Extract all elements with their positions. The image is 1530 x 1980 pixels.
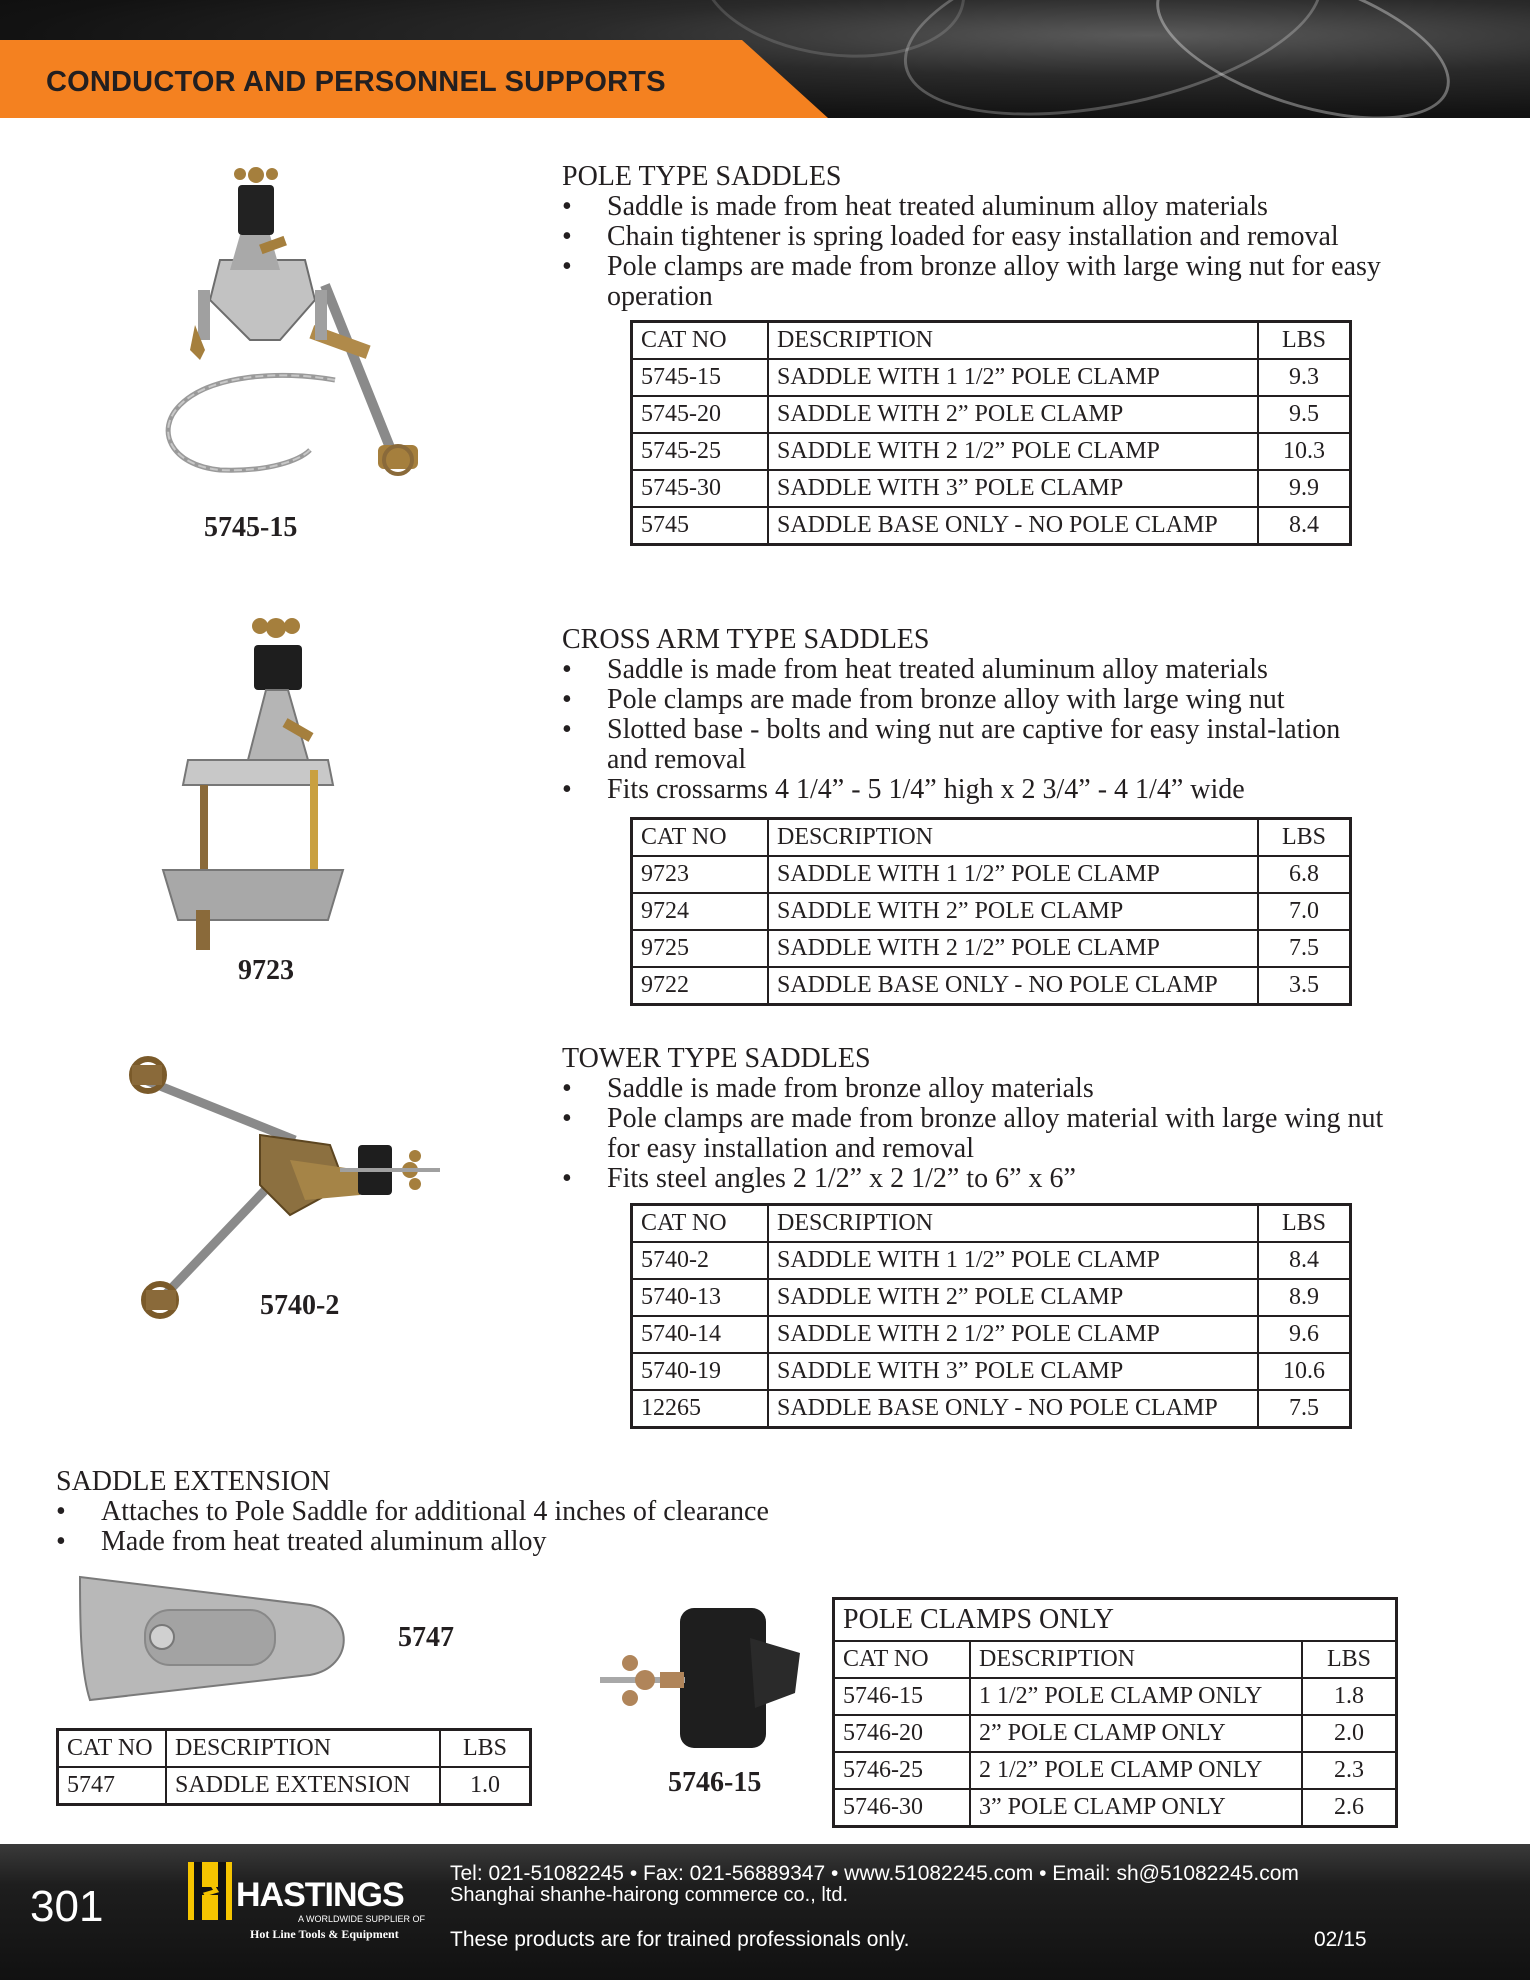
- tower-saddles-table: [630, 1203, 1352, 1429]
- pole-clamp-label: 5746-15: [668, 1767, 762, 1798]
- bullet-item: • Fits crossarms 4 1/4” - 5 1/4” high x 2 3/4” - 4 1/4” wide: [562, 774, 1245, 805]
- footer-notice: These products are for trained professionals only.: [450, 1928, 910, 1951]
- table-row: 9723 SADDLE WITH 1 1/2” POLE CLAMP 6.8: [632, 856, 1351, 893]
- table-row: 9722 SADDLE BASE ONLY - NO POLE CLAMP 3.5: [632, 967, 1351, 1005]
- col-lbs: LBS: [1302, 1641, 1397, 1678]
- logo-subtitle: A WORLDWIDE SUPPLIER OF: [298, 1914, 426, 1924]
- table-row: 9724 SADDLE WITH 2” POLE CLAMP 7.0: [632, 893, 1351, 930]
- table-row: 5745-25 SADDLE WITH 2 1/2” POLE CLAMP 10.3: [632, 433, 1351, 470]
- table-row: 5740-2 SADDLE WITH 1 1/2” POLE CLAMP 8.4: [632, 1242, 1351, 1279]
- bullet-item: • Attaches to Pole Saddle for additional 4 inches of clearance: [56, 1496, 769, 1527]
- page-header: [0, 0, 1530, 118]
- table-caption-row: [834, 1599, 1397, 1642]
- col-cat-no: CAT NO: [834, 1641, 971, 1678]
- saddle-extension-bullets: [56, 1497, 856, 1557]
- saddle-extension-image: [70, 1575, 370, 1705]
- bullet-item: • Saddle is made from bronze alloy materials: [562, 1073, 1094, 1104]
- col-description: DESCRIPTION: [970, 1641, 1302, 1678]
- page-title: CONDUCTOR AND PERSONNEL SUPPORTS: [46, 66, 666, 98]
- table-row: 5740-14 SADDLE WITH 2 1/2” POLE CLAMP 9.6: [632, 1316, 1351, 1353]
- table-row: 5745-20 SADDLE WITH 2” POLE CLAMP 9.5: [632, 396, 1351, 433]
- table-row: 5747 SADDLE EXTENSION 1.0: [58, 1767, 531, 1805]
- footer-contact: Tel: 021-51082245 • Fax: 021-56889347 • www.51082245.com • Email: sh@51082245.com: [450, 1862, 1299, 1885]
- bullet-item: • Pole clamps are made from bronze alloy with large wing nut: [562, 684, 1285, 715]
- table-row: 5745-30 SADDLE WITH 3” POLE CLAMP 9.9: [632, 470, 1351, 507]
- col-description: DESCRIPTION: [768, 819, 1258, 857]
- col-lbs: LBS: [440, 1730, 531, 1768]
- bullet-item: • Made from heat treated aluminum alloy: [56, 1526, 547, 1557]
- footer-date: 02/15: [1314, 1928, 1367, 1951]
- bullet-item: • Slotted base - bolts and wing nut are captive for easy instal-lation and removal: [562, 714, 1341, 775]
- col-cat-no: CAT NO: [632, 322, 769, 360]
- col-cat-no: CAT NO: [632, 1205, 769, 1243]
- col-cat-no: CAT NO: [632, 819, 769, 857]
- table-row: 5746-25 2 1/2” POLE CLAMP ONLY 2.3: [834, 1752, 1397, 1789]
- bullet-item: • Fits steel angles 2 1/2” x 2 1/2” to 6” x 6”: [562, 1163, 1076, 1194]
- table-row: 5745-15 SADDLE WITH 1 1/2” POLE CLAMP 9.3: [632, 359, 1351, 396]
- col-cat-no: CAT NO: [58, 1730, 167, 1768]
- table-row: 9725 SADDLE WITH 2 1/2” POLE CLAMP 7.5: [632, 930, 1351, 967]
- cross-arm-saddle-image: [158, 610, 358, 960]
- tower-saddles-title: TOWER TYPE SADDLES: [562, 1043, 871, 1074]
- table-header-row: [632, 819, 1351, 857]
- pole-saddle-label: 5745-15: [204, 512, 298, 543]
- logo-tagline: Hot Line Tools & Equipment: [250, 1927, 399, 1941]
- table-row: 5745 SADDLE BASE ONLY - NO POLE CLAMP 8.4: [632, 507, 1351, 545]
- page-footer: [0, 1844, 1530, 1980]
- bullet-item: • Pole clamps are made from bronze alloy material with large wing nut for easy installation and removal: [562, 1103, 1384, 1164]
- table-header-row: [632, 322, 1351, 360]
- logo-brand-text: HASTINGS: [236, 1876, 404, 1914]
- col-description: DESCRIPTION: [768, 1205, 1258, 1243]
- bullet-item: • Pole clamps are made from bronze alloy with large wing nut for easy operation: [562, 251, 1381, 312]
- table-row: 5740-13 SADDLE WITH 2” POLE CLAMP 8.9: [632, 1279, 1351, 1316]
- bullet-item: • Saddle is made from heat treated aluminum alloy materials: [562, 654, 1268, 685]
- col-lbs: LBS: [1258, 819, 1351, 857]
- table-row: 5746-30 3” POLE CLAMP ONLY 2.6: [834, 1789, 1397, 1827]
- table-row: 12265 SADDLE BASE ONLY - NO POLE CLAMP 7.5: [632, 1390, 1351, 1428]
- col-description: DESCRIPTION: [166, 1730, 440, 1768]
- bullet-item: • Chain tightener is spring loaded for easy installation and removal: [562, 221, 1339, 252]
- saddle-extension-table: [56, 1728, 532, 1806]
- table-header-row: [834, 1641, 1397, 1678]
- table-row: 5746-20 2” POLE CLAMP ONLY 2.0: [834, 1715, 1397, 1752]
- pole-saddle-image: [160, 160, 450, 510]
- col-description: DESCRIPTION: [768, 322, 1258, 360]
- cross-arm-saddles-table: [630, 817, 1352, 1006]
- saddle-extension-title: SADDLE EXTENSION: [56, 1466, 331, 1497]
- pole-saddles-table: [630, 320, 1352, 546]
- pole-saddles-title: POLE TYPE SADDLES: [562, 161, 842, 192]
- hastings-logo: [186, 1858, 426, 1948]
- col-lbs: LBS: [1258, 1205, 1351, 1243]
- col-lbs: LBS: [1258, 322, 1351, 360]
- pole-clamps-table: [832, 1597, 1398, 1828]
- pole-saddles-bullets: [562, 192, 1412, 312]
- table-header-row: [58, 1730, 531, 1768]
- table-header-row: [632, 1205, 1351, 1243]
- table-row: 5740-19 SADDLE WITH 3” POLE CLAMP 10.6: [632, 1353, 1351, 1390]
- footer-company: Shanghai shanhe-hairong commerce co., ltd.: [450, 1884, 849, 1906]
- cross-arm-saddle-label: 9723: [238, 955, 294, 986]
- pole-clamp-image: [590, 1598, 810, 1768]
- pole-clamps-title: POLE CLAMPS ONLY: [834, 1599, 1397, 1642]
- saddle-extension-label: 5747: [398, 1622, 454, 1653]
- cross-arm-saddles-bullets: [562, 655, 1362, 805]
- cross-arm-saddles-title: CROSS ARM TYPE SADDLES: [562, 624, 930, 655]
- tower-saddle-label: 5740-2: [260, 1290, 340, 1321]
- tower-saddles-bullets: [562, 1073, 1384, 1194]
- page-number: 301: [30, 1882, 104, 1931]
- bullet-item: • Saddle is made from heat treated aluminum alloy materials: [562, 191, 1268, 222]
- table-row: 5746-15 1 1/2” POLE CLAMP ONLY 1.8: [834, 1678, 1397, 1715]
